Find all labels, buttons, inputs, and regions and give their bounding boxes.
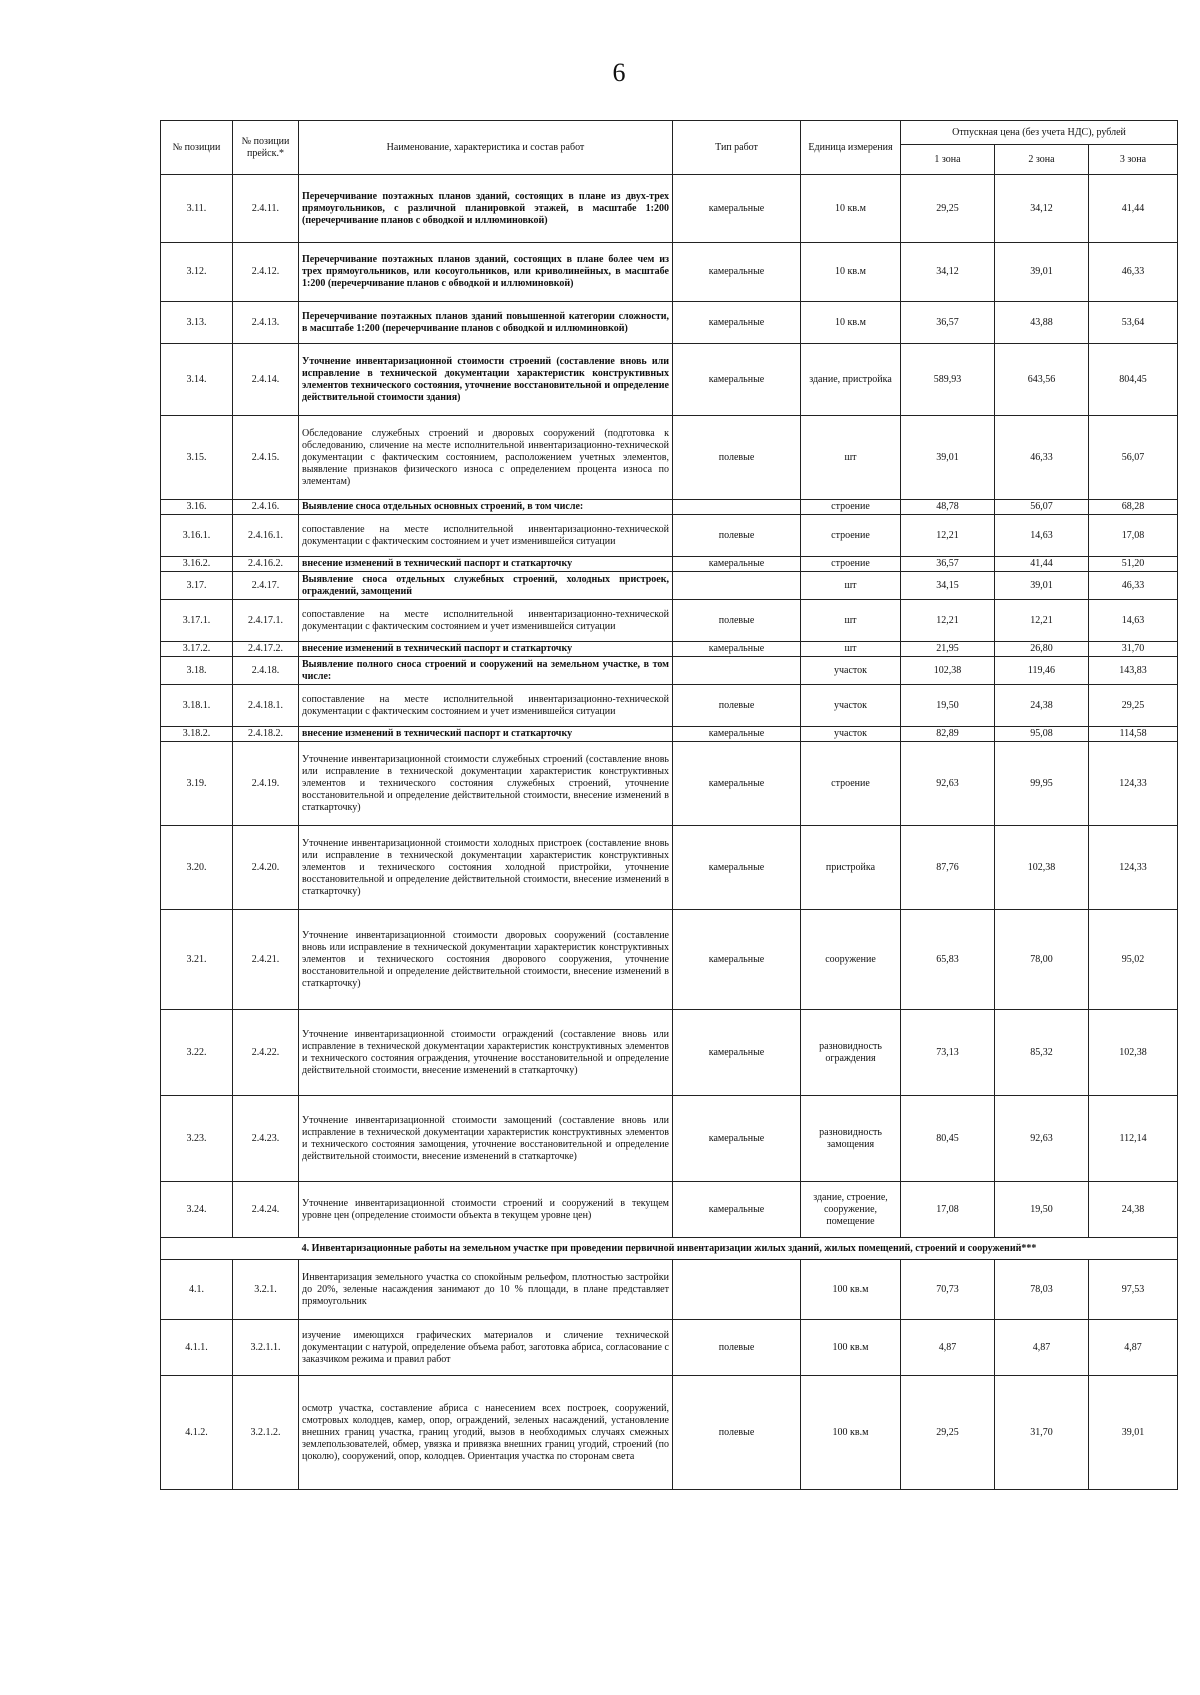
row-price-zone-3: 97,53 — [1089, 1260, 1178, 1320]
row-price-zone-3: 4,87 — [1089, 1320, 1178, 1376]
table-row — [161, 642, 1178, 657]
row-price-zone-2: 46,33 — [995, 416, 1089, 500]
header-price-list-position: № позиции прейск.* — [233, 121, 299, 175]
row-price-zone-1: 34,12 — [901, 243, 995, 302]
row-work-name: Уточнение инвентаризационной стоимости замощений (составление вновь или исправление в технической документации характеристик конструктивных элементов и технического состояния замощения, уточнение восстановительной и определение действительной стоимости, внесение изменений в статкарточке) — [299, 1096, 673, 1182]
row-work-type: полевые — [673, 1376, 801, 1490]
table-row — [161, 175, 1178, 243]
row-work-type: камеральные — [673, 742, 801, 826]
row-unit: пристройка — [801, 826, 901, 910]
row-price-zone-3: 46,33 — [1089, 243, 1178, 302]
row-price-list-position: 3.2.1.2. — [233, 1376, 299, 1490]
row-work-name: сопоставление на месте исполнительной инвентаризационно-технической документации с фактическим состоянием и учет изменившейся ситуации — [299, 600, 673, 642]
row-price-zone-2: 39,01 — [995, 243, 1089, 302]
row-unit: участок — [801, 727, 901, 742]
row-work-name: Перечерчивание поэтажных планов зданий повышенной категории сложности, в масштабе 1:200 (перечерчивание планов с обводкой и иллюминовкой) — [299, 302, 673, 344]
row-price-list-position: 2.4.16.1. — [233, 515, 299, 557]
row-position: 4.1.2. — [161, 1376, 233, 1490]
table-row — [161, 572, 1178, 600]
price-table — [160, 120, 1178, 1490]
row-price-zone-2: 14,63 — [995, 515, 1089, 557]
table-row — [161, 344, 1178, 416]
row-price-zone-1: 29,25 — [901, 1376, 995, 1490]
row-price-list-position: 2.4.18.1. — [233, 685, 299, 727]
row-unit: 100 кв.м — [801, 1320, 901, 1376]
row-position: 3.13. — [161, 302, 233, 344]
row-price-zone-1: 92,63 — [901, 742, 995, 826]
row-price-zone-3: 68,28 — [1089, 500, 1178, 515]
row-position: 3.17.1. — [161, 600, 233, 642]
row-price-list-position: 2.4.15. — [233, 416, 299, 500]
row-work-type: камеральные — [673, 302, 801, 344]
row-unit: шт — [801, 642, 901, 657]
row-work-type: полевые — [673, 685, 801, 727]
row-position: 3.20. — [161, 826, 233, 910]
row-price-zone-3: 804,45 — [1089, 344, 1178, 416]
row-price-zone-1: 19,50 — [901, 685, 995, 727]
row-work-name: сопоставление на месте исполнительной инвентаризационно-технической документации с фактическим состоянием и учет изменившейся ситуации — [299, 515, 673, 557]
row-price-list-position: 2.4.18.2. — [233, 727, 299, 742]
header-unit: Единица измерения — [801, 121, 901, 175]
table-row — [161, 557, 1178, 572]
row-price-zone-2: 643,56 — [995, 344, 1089, 416]
row-price-zone-2: 78,03 — [995, 1260, 1089, 1320]
row-price-zone-3: 53,64 — [1089, 302, 1178, 344]
row-work-type: камеральные — [673, 642, 801, 657]
row-price-zone-2: 12,21 — [995, 600, 1089, 642]
row-price-zone-2: 85,32 — [995, 1010, 1089, 1096]
row-price-list-position: 2.4.24. — [233, 1182, 299, 1238]
table-row — [161, 727, 1178, 742]
row-unit: шт — [801, 600, 901, 642]
row-work-name: осмотр участка, составление абриса с нанесением всех построек, сооружений, смотровых колодцев, камер, опор, ограждений, зеленых насаждений, установление внешних границ участка, границ угодий, вызов в необходимых случаях смежных землепользователей, обмер, увязка и привязка внешних границ угодий, строений (по цоколю), сооружений, опор, колодцев. Ориентация участка по сторонам света — [299, 1376, 673, 1490]
row-price-zone-2: 92,63 — [995, 1096, 1089, 1182]
row-work-name: Уточнение инвентаризационной стоимости служебных строений (составление вновь или исправление в технической документации характеристик конструктивных элементов и технического состояния служебных строений, уточнение восстановительной и определение действительной стоимости, внесение изменений в статкарточку) — [299, 742, 673, 826]
row-work-name: Выявление полного сноса строений и сооружений на земельном участке, в том числе: — [299, 657, 673, 685]
row-price-zone-3: 41,44 — [1089, 175, 1178, 243]
row-position: 3.21. — [161, 910, 233, 1010]
table-row — [161, 600, 1178, 642]
row-work-name: сопоставление на месте исполнительной инвентаризационно-технической документации с фактическим состоянием и учет изменившейся ситуации — [299, 685, 673, 727]
row-price-zone-2: 56,07 — [995, 500, 1089, 515]
section-4-rows — [161, 1260, 1178, 1490]
row-price-zone-2: 19,50 — [995, 1182, 1089, 1238]
row-position: 3.23. — [161, 1096, 233, 1182]
row-price-zone-2: 24,38 — [995, 685, 1089, 727]
row-price-zone-2: 99,95 — [995, 742, 1089, 826]
row-price-zone-1: 4,87 — [901, 1320, 995, 1376]
row-position: 3.22. — [161, 1010, 233, 1096]
row-position: 3.19. — [161, 742, 233, 826]
row-position: 3.16.2. — [161, 557, 233, 572]
row-work-name: Выявление сноса отдельных основных строений, в том числе: — [299, 500, 673, 515]
row-work-type: камеральные — [673, 826, 801, 910]
row-position: 3.17.2. — [161, 642, 233, 657]
row-work-type: камеральные — [673, 557, 801, 572]
row-unit: разновидность замощения — [801, 1096, 901, 1182]
row-position: 3.24. — [161, 1182, 233, 1238]
header-position: № позиции — [161, 121, 233, 175]
row-unit: шт — [801, 572, 901, 600]
row-price-zone-2: 26,80 — [995, 642, 1089, 657]
row-work-type: полевые — [673, 1320, 801, 1376]
row-work-type — [673, 500, 801, 515]
section-3-rows — [161, 175, 1178, 1238]
table-row — [161, 742, 1178, 826]
table-row — [161, 1096, 1178, 1182]
table-row — [161, 500, 1178, 515]
row-price-zone-1: 29,25 — [901, 175, 995, 243]
row-price-zone-1: 589,93 — [901, 344, 995, 416]
row-price-zone-1: 82,89 — [901, 727, 995, 742]
row-unit: участок — [801, 657, 901, 685]
row-unit: 100 кв.м — [801, 1260, 901, 1320]
row-work-name: Уточнение инвентаризационной стоимости холодных пристроек (составление вновь или исправление в технической документации характеристик конструктивных элементов и технического состояния холодной пристройки, уточнение восстановительной и определение действительной стоимости, внесение изменений в статкарточку) — [299, 826, 673, 910]
row-price-list-position: 2.4.17.2. — [233, 642, 299, 657]
row-price-list-position: 2.4.21. — [233, 910, 299, 1010]
row-unit: 10 кв.м — [801, 243, 901, 302]
row-price-list-position: 2.4.19. — [233, 742, 299, 826]
row-work-name: изучение имеющихся графических материалов и сличение технической документации с натурой, определение объема работ, заготовка абриса, согласование с заказчиком режима и правил работ — [299, 1320, 673, 1376]
row-price-zone-1: 12,21 — [901, 515, 995, 557]
header-work-type: Тип работ — [673, 121, 801, 175]
table-row — [161, 515, 1178, 557]
row-price-zone-2: 95,08 — [995, 727, 1089, 742]
row-work-type — [673, 572, 801, 600]
row-price-zone-2: 31,70 — [995, 1376, 1089, 1490]
row-price-list-position: 2.4.14. — [233, 344, 299, 416]
row-price-zone-3: 112,14 — [1089, 1096, 1178, 1182]
table-row — [161, 826, 1178, 910]
row-price-zone-3: 114,58 — [1089, 727, 1178, 742]
row-price-zone-1: 36,57 — [901, 557, 995, 572]
table-row — [161, 1010, 1178, 1096]
row-price-zone-1: 48,78 — [901, 500, 995, 515]
row-price-zone-2: 43,88 — [995, 302, 1089, 344]
row-position: 3.14. — [161, 344, 233, 416]
row-unit: строение — [801, 742, 901, 826]
table-row — [161, 1182, 1178, 1238]
row-price-list-position: 2.4.16.2. — [233, 557, 299, 572]
row-price-list-position: 3.2.1.1. — [233, 1320, 299, 1376]
row-price-zone-3: 143,83 — [1089, 657, 1178, 685]
row-price-zone-3: 14,63 — [1089, 600, 1178, 642]
header-zone-2: 2 зона — [995, 145, 1089, 175]
row-unit: здание, строение, сооружение, помещение — [801, 1182, 901, 1238]
page-number: 6 — [612, 58, 626, 87]
row-price-zone-1: 12,21 — [901, 600, 995, 642]
row-unit: участок — [801, 685, 901, 727]
row-price-list-position: 2.4.13. — [233, 302, 299, 344]
row-position: 4.1.1. — [161, 1320, 233, 1376]
table-row — [161, 1376, 1178, 1490]
row-unit: 10 кв.м — [801, 175, 901, 243]
header-work-name: Наименование, характеристика и состав работ — [299, 121, 673, 175]
row-price-zone-1: 73,13 — [901, 1010, 995, 1096]
row-work-name: внесение изменений в технический паспорт и статкарточку — [299, 727, 673, 742]
table-row — [161, 302, 1178, 344]
section-4-title: 4. Инвентаризационные работы на земельном участке при проведении первичной инвентаризации жилых зданий, жилых помещений, строений и сооружений*** — [161, 1238, 1178, 1260]
table-row — [161, 243, 1178, 302]
row-work-type: камеральные — [673, 727, 801, 742]
row-price-zone-2: 41,44 — [995, 557, 1089, 572]
row-price-list-position: 2.4.18. — [233, 657, 299, 685]
row-work-name: Уточнение инвентаризационной стоимости строений и сооружений в текущем уровне цен (определение стоимости объекта в текущем уровне цен) — [299, 1182, 673, 1238]
row-price-zone-1: 65,83 — [901, 910, 995, 1010]
row-work-type: камеральные — [673, 1010, 801, 1096]
row-work-name: Перечерчивание поэтажных планов зданий, состоящих в плане более чем из трех прямоугольников, или косоугольников, или криволинейных, в масштабе 1:200 (перечерчивание планов с обводкой и иллюминовкой) — [299, 243, 673, 302]
row-unit: разновидность ограждения — [801, 1010, 901, 1096]
row-position: 3.11. — [161, 175, 233, 243]
row-price-list-position: 2.4.17. — [233, 572, 299, 600]
header-zone-3: 3 зона — [1089, 145, 1178, 175]
table-row — [161, 910, 1178, 1010]
row-price-zone-1: 87,76 — [901, 826, 995, 910]
row-unit: сооружение — [801, 910, 901, 1010]
row-price-zone-2: 34,12 — [995, 175, 1089, 243]
row-work-name: Обследование служебных строений и дворовых сооружений (подготовка к обследованию, сличение на месте исполнительной инвентаризационно-технической документации с фактическим состоянием, расположением учетных элементов, выявление признаков физического износа с определением процента износа по элементам) — [299, 416, 673, 500]
header-price: Отпускная цена (без учета НДС), рублей — [901, 121, 1178, 145]
row-price-zone-3: 31,70 — [1089, 642, 1178, 657]
row-price-list-position: 2.4.11. — [233, 175, 299, 243]
row-work-name: Перечерчивание поэтажных планов зданий, состоящих в плане из двух-трех прямоугольников, с различной планировкой этажей, в масштабе 1:200 (перечерчивание планов с обводкой и иллюминовкой) — [299, 175, 673, 243]
row-price-zone-3: 29,25 — [1089, 685, 1178, 727]
row-work-name: Уточнение инвентаризационной стоимости дворовых сооружений (составление вновь или исправление в технической документации характеристик конструктивных элементов и технического состояния дворового сооружения, уточнение восстановительной и определение действительной стоимости, внесение изменений в статкарточку) — [299, 910, 673, 1010]
row-price-zone-1: 36,57 — [901, 302, 995, 344]
row-price-zone-2: 78,00 — [995, 910, 1089, 1010]
row-price-zone-3: 95,02 — [1089, 910, 1178, 1010]
row-work-name: внесение изменений в технический паспорт и статкарточку — [299, 642, 673, 657]
row-price-zone-1: 34,15 — [901, 572, 995, 600]
row-price-zone-3: 102,38 — [1089, 1010, 1178, 1096]
row-position: 3.16.1. — [161, 515, 233, 557]
row-work-type: камеральные — [673, 175, 801, 243]
row-work-type: полевые — [673, 416, 801, 500]
row-price-zone-3: 24,38 — [1089, 1182, 1178, 1238]
row-position: 3.18.1. — [161, 685, 233, 727]
table-row — [161, 685, 1178, 727]
row-work-type — [673, 1260, 801, 1320]
row-price-zone-2: 119,46 — [995, 657, 1089, 685]
row-price-list-position: 2.4.16. — [233, 500, 299, 515]
row-price-list-position: 2.4.22. — [233, 1010, 299, 1096]
row-unit: 100 кв.м — [801, 1376, 901, 1490]
row-work-type: камеральные — [673, 243, 801, 302]
row-unit: строение — [801, 557, 901, 572]
table-row — [161, 416, 1178, 500]
row-work-type — [673, 657, 801, 685]
row-position: 3.18.2. — [161, 727, 233, 742]
header-zone-1: 1 зона — [901, 145, 995, 175]
row-position: 3.15. — [161, 416, 233, 500]
row-work-type: полевые — [673, 515, 801, 557]
row-price-zone-1: 21,95 — [901, 642, 995, 657]
row-price-list-position: 2.4.12. — [233, 243, 299, 302]
row-work-name: внесение изменений в технический паспорт и статкарточку — [299, 557, 673, 572]
row-unit: здание, пристройка — [801, 344, 901, 416]
row-position: 3.12. — [161, 243, 233, 302]
row-price-zone-2: 4,87 — [995, 1320, 1089, 1376]
row-unit: строение — [801, 515, 901, 557]
row-position: 4.1. — [161, 1260, 233, 1320]
table-row — [161, 1260, 1178, 1320]
row-price-zone-3: 56,07 — [1089, 416, 1178, 500]
row-price-zone-2: 102,38 — [995, 826, 1089, 910]
row-price-zone-1: 80,45 — [901, 1096, 995, 1182]
row-price-list-position: 2.4.20. — [233, 826, 299, 910]
row-work-type: полевые — [673, 600, 801, 642]
row-work-type: камеральные — [673, 344, 801, 416]
row-price-zone-3: 124,33 — [1089, 742, 1178, 826]
table-row — [161, 1320, 1178, 1376]
row-price-zone-2: 39,01 — [995, 572, 1089, 600]
row-price-list-position: 3.2.1. — [233, 1260, 299, 1320]
row-work-name: Уточнение инвентаризационной стоимости ограждений (составление вновь или исправление в технической документации характеристик конструктивных элементов и технического состояния ограждения, уточнение восстановительной и определение действительной стоимости, внесение изменений в статкарточку) — [299, 1010, 673, 1096]
row-price-zone-3: 51,20 — [1089, 557, 1178, 572]
row-price-list-position: 2.4.23. — [233, 1096, 299, 1182]
row-work-name: Уточнение инвентаризационной стоимости строений (составление вновь или исправление в технической документации характеристик конструктивных элементов технического состояния, уточнение восстановительной и определение действительной стоимости здания) — [299, 344, 673, 416]
row-work-type: камеральные — [673, 910, 801, 1010]
row-price-zone-3: 46,33 — [1089, 572, 1178, 600]
row-price-zone-3: 39,01 — [1089, 1376, 1178, 1490]
row-position: 3.18. — [161, 657, 233, 685]
row-price-zone-1: 70,73 — [901, 1260, 995, 1320]
row-unit: шт — [801, 416, 901, 500]
row-unit: 10 кв.м — [801, 302, 901, 344]
row-price-zone-3: 124,33 — [1089, 826, 1178, 910]
row-work-name: Выявление сноса отдельных служебных строений, холодных пристроек, ограждений, замощений — [299, 572, 673, 600]
row-price-zone-1: 17,08 — [901, 1182, 995, 1238]
row-unit: строение — [801, 500, 901, 515]
row-price-zone-1: 102,38 — [901, 657, 995, 685]
row-position: 3.16. — [161, 500, 233, 515]
row-work-type: камеральные — [673, 1096, 801, 1182]
row-price-zone-3: 17,08 — [1089, 515, 1178, 557]
row-work-type: камеральные — [673, 1182, 801, 1238]
row-price-list-position: 2.4.17.1. — [233, 600, 299, 642]
row-position: 3.17. — [161, 572, 233, 600]
table-row — [161, 657, 1178, 685]
row-price-zone-1: 39,01 — [901, 416, 995, 500]
row-work-name: Инвентаризация земельного участка со спокойным рельефом, плотностью застройки до 20%, зеленые насаждения занимают до 10 % площади, в плане представляет прямоугольник — [299, 1260, 673, 1320]
